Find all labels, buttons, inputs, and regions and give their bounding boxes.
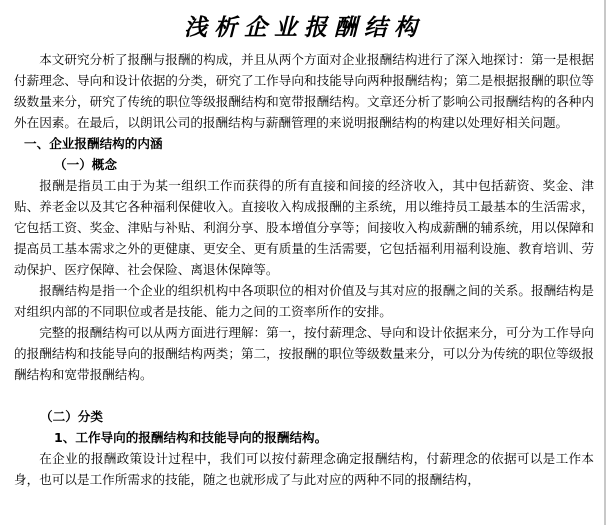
item-heading: 1、工作导向的报酬结构和技能导向的报酬结构。 [54,430,328,445]
body-paragraph: 报酬结构是指一个企业的组织机构中各项职位的相对价值及与其对应的报酬之间的关系。报酬结构是对组织内部的不同职位或者是技能、能力之间的工资率所作的安排。 [14,283,594,319]
subsection-heading-concept: （一）概念 [54,157,117,172]
body-paragraph: 在企业的报酬政策设计过程中，我们可以按付薪理念确定报酬结构，付薪理念的依据可以是工作本身，也可以是工作所需求的技能，随之也就形成了与此对应的两种不同的报酬结构， [14,451,594,487]
section-heading: 一、企业报酬结构的内涵 [24,136,163,151]
subsection-heading-classification: （二）分类 [40,409,103,424]
document-title: 浅析企业报酬结构 [184,14,424,41]
body-paragraph: 完整的报酬结构可以从两方面进行理解：第一，按付薪理念、导向和设计依据来分，可分为工作导向的报酬结构和技能导向的报酬结构两类；第二，按报酬的职位等级数量来分，可以分为传统的职位等级报酬结构和宽带报酬结构。 [14,325,594,382]
blank-line [14,385,594,406]
body-paragraph: 报酬是指员工由于为某一组织工作而获得的所有直接和间接的经济收入，其中包括薪资、奖金、津贴、养老金以及其它各种福利保健收入。直接收入构成报酬的主系统，用以维持员工最基本的生活需求，它包括工资、奖金、津贴与补贴、利润分享、股本增值分享等；间接收入构成薪酬的辅系统，用以保障和提高员工基本需求之外的更健康、更安全、更有质量的生活需要，它包括福利用福利设施、教育培训、劳动保护、医疗保障、社会保险、离退休保障等。 [14,178,594,277]
intro-paragraph: 本文研究分析了报酬与报酬的构成，并且从两个方面对企业报酬结构进行了深入地探讨：第一是根据付薪理念、导向和设计依据的分类，研究了工作导向和技能导向两种报酬结构；第二是根据报酬的职位等级数量来分，研究了传统的职位等级报酬结构和宽带报酬结构。文章还分析了影响公司报酬结构的各种内外在因素。在最后，以朗讯公司的报酬结构与薪酬管理的来说明报酬结构的构建以处理好相关问题。 [14,52,594,130]
